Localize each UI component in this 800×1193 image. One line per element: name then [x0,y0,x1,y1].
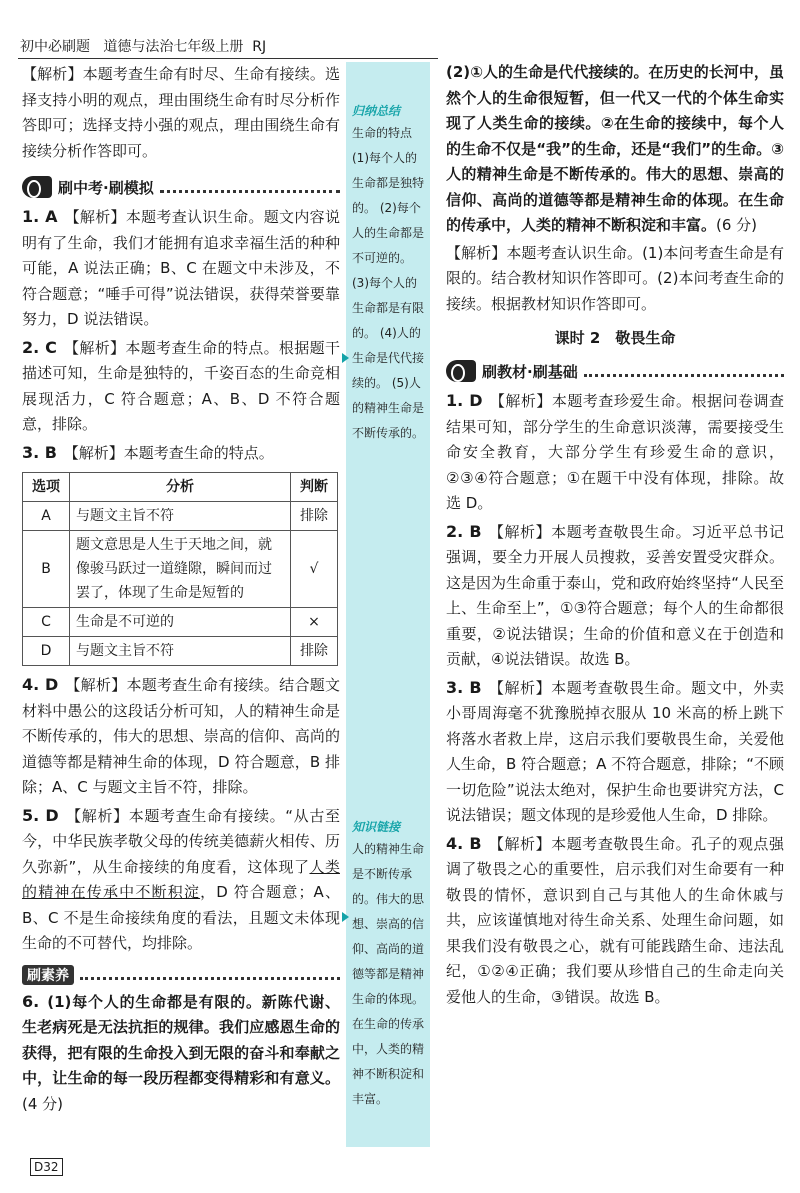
answer-item [22,672,340,801]
summary-box [352,102,426,446]
header-rule [18,58,438,59]
answer-text: 【解析】本题考查珍爱生命。根据问卷调查结果可知，部分学生的生命意识淡薄，需要接受生命安全教育，大部分学生有珍爱生命的意识，②③④符合题意；①在题干中没有体现，排除。故选 D。 [446,392,784,512]
answer-text: (2)①人的生命是代代接续的。在历史的长河中，虽然个人的生命很短暂，但一代又一代的个体生命实现了人类生命的接续。②在生命的接续中，每个人的生命不仅是“我”的生命，还是“我们”的生命。③人的精神生命是不断传承的。伟大的思想、崇高的信仰、高尚的道德等都是精神生命的体现。在生命的传承中，人类的精神不断积淀和丰富。 [446,63,784,234]
table-cell: × [291,608,338,637]
answer-item [446,519,784,673]
answer-text: 【解析】本题考查生命有接续。“从古至今，中华民族孝敬父母的传统美德薪火相传、历久弥新”，从生命接续的角度看，这体现了 [22,806,340,876]
table-row [23,531,338,608]
answer-text: 【解析】本题考查敬畏生命。题文中，外卖小哥周海毫不犹豫脱掉衣服从 10 米高的桥上跳下将落水者救上岸，这启示我们要敬畏生命，关爱他人生命，B 符合题意；A 不符合题意，排除；“不顾一切危险”说法太绝对，保护生命也要讲究方法，C 说法错误；题文体现的是珍爱他人生命，D 排除。 [446,678,784,824]
lesson-title: 课时 2 敬畏生命 [554,329,676,347]
answer-number: 4. B [446,833,482,853]
answer-item [446,831,784,1011]
answer-number: 6. [22,991,40,1011]
score: (4 分) [22,1094,64,1113]
answer-text: 【解析】本题考查敬畏生命。孔子的观点强调了敬畏之心的重要性，启示我们对生命要有一种敬畏的情怀，意识到自己与其他人的生命休戚与共，应该谨慎地对待生命关系、处理生命问题，如果我们没有敬畏之心，就有可能践踏生命、违法乱纪，①②④正确；我们要从珍惜自己的生命走向关爱他人的生命，③错误。故选 B。 [446,834,784,1006]
table-header: 选项 [23,473,70,502]
answer-number: 2. C [22,337,57,357]
answer-item [22,803,340,957]
sidebar-title: 归纳总结 [352,104,401,118]
table-row [23,502,338,531]
subject-name: 道德与法治七年级上册 [103,39,244,55]
answer-item [446,60,784,239]
answer-number: 5. D [22,805,59,825]
analysis-table [22,472,338,666]
knowledge-link-box [352,818,426,1112]
answer-analysis: 【解析】本题考查认识生命。(1)本问考查生命是有限的。结合教材知识作答即可。(2)本问考查生命的接续。根据教材知识作答即可。 [446,243,784,313]
answer-item [22,335,340,438]
section-title: 刷中考·刷模拟 [58,178,154,197]
series-name: 初中必刷题 [20,39,90,55]
table-header-row [23,473,338,502]
dotted-rule [584,374,784,377]
table-cell: D [23,637,70,666]
section-textbook-basics [446,360,784,382]
answer-text: ，D 符合题意；A、B、C 不是生命接续角度的看法，且题文未体现生命的不可替代，均排除。 [22,883,340,952]
table-cell: C [23,608,70,637]
answer-item [446,388,784,517]
dotted-rule [160,190,340,193]
sidebar-text: 人的精神生命是不断传承的。伟大的思想、崇高的信仰、高尚的道德等都是精神生命的体现。在生命的传承中，人类的精神不断积淀和丰富。 [352,842,425,1106]
answer-number: 3. B [446,677,482,697]
sidebar-title: 知识链接 [352,820,401,834]
answer-item [22,204,340,333]
table-cell: 与题文主旨不符 [70,502,291,531]
table-header: 分析 [70,473,291,502]
pointer-arrow-icon [342,912,349,922]
table-header: 判断 [291,473,338,502]
answer-item [446,675,784,829]
score: (6 分) [716,216,758,234]
table-cell: √ [291,531,338,608]
page-number: D32 [30,1158,63,1176]
table-cell: 排除 [291,637,338,666]
answer-number: 1. A [22,207,58,226]
table-row [23,637,338,666]
pointer-arrow-icon [342,353,349,363]
answer-item [22,440,340,467]
edition: RJ [252,39,267,55]
underlined-text: 人类的精神在传承中不断积淀 [22,857,340,901]
answer-text: 【解析】本题考查生命的特点。 [63,443,274,462]
table-row [23,608,338,637]
section-exam-practice [22,176,340,198]
answer-text: 【解析】本题考查生命有接续。结合题文材料中愚公的这段话分析可知，人的精神生命是不断传承的，伟大的思想、崇高的信仰、高尚的道德等都是精神生命的体现，D 符合题意，B 排除；A、C 与题文主旨不符，排除。 [22,676,340,796]
table-cell: 题文意思是人生于天地之间，就像骏马跃过一道缝隙，瞬间而过罢了，体现了生命是短暂的 [70,531,291,608]
answer-number: 4. D [22,675,59,694]
table-cell: 生命是不可逆的 [70,608,291,637]
table-cell: 排除 [291,502,338,531]
dotted-rule [80,977,340,980]
answer-text: 【解析】本题考查敬畏生命。习近平总书记强调，要全力开展人员搜救，妥善安置受灾群众。这是因为生命重于泰山，党和政府始终坚持“人民至上、生命至上”，①③符合题意；每个人的生命都很重要，②说法错误；生命的价值和意义在于创造和贡献，④说法错误。故选 B。 [446,522,784,668]
answer-text: 【解析】本题考查认识生命。题文内容说明有了生命，我们才能拥有追求幸福生活的种种可能，A 说法正确；B、C 在题文中未涉及，不符合题意；“唾手可得”说法错误，获得荣誉要靠努力，D 说法错误。 [22,208,340,328]
section-title: 刷素养 [22,965,74,985]
table-cell: A [23,502,70,531]
pen-icon [446,360,476,382]
answer-number: 3. B [22,442,57,462]
pen-icon [22,176,52,198]
table-cell: 与题文主旨不符 [70,637,291,666]
table-cell: B [23,531,70,608]
sidebar [346,62,430,1147]
answer-text: (1)每个人的生命都是有限的。新陈代谢、生老病死是无法抗拒的规律。我们应感恩生命的获得，把有限的生命投入到无限的奋斗和奉献之中，让生命的每一段历程都变得精彩和有意义。 [22,992,340,1087]
section-literacy [22,965,340,985]
sidebar-text: 生命的特点 (1)每个人的生命都是独特的。 (2)每个人的生命都是不可逆的。 (3)每个人的生命都是有限的。 (4)人的生命是代代接续的。 (5)人的精神生命是不断传承的。 [352,126,425,440]
section-title: 刷教材·刷基础 [482,362,578,381]
answer-item [22,989,340,1118]
answer-text: 【解析】本题考查生命的特点。根据题干描述可知，生命是独特的，千姿百态的生命竞相展现活力，C 符合题意；A、B、D 不符合题意，排除。 [22,338,340,433]
intro-analysis: 【解析】本题考查生命有时尽、生命有接续。选择支持小明的观点，理由围绕生命有时尽分析作答即可；选择支持小强的观点，理由围绕生命有接续分析作答即可。 [22,65,340,160]
answer-number: 1. D [446,391,483,410]
answer-number: 2. B [446,521,482,541]
page-header [20,36,266,56]
